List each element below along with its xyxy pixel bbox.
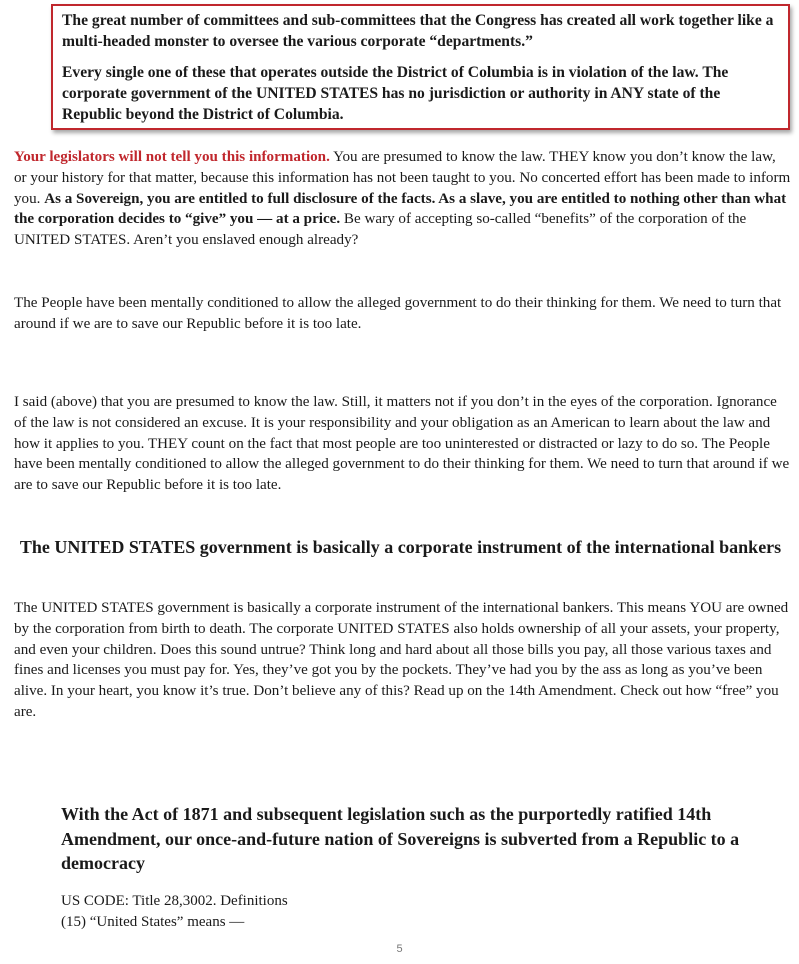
intro-text-1: You are presumed to know the law. THEY know you don’t know the law, or your history for that matter, because this information has not been taught to you. No concerted effort has been made to inform you. xyxy=(14,149,791,207)
intro-text-2: Be wary of accepting so-called “benefits” of the corporation of the UNITED STATES. Aren’t you enslaved enough already? xyxy=(14,211,747,249)
bankers-paragraph: The UNITED STATES government is basically a corporate instrument of the international bankers. This means YOU are owned by the corporation from birth to death. The corporate UNITED STATES also holds ownership of all your assets, your property, and even your children. Does this sound untrue? Think long and hard about all those bills you pay, all those various taxes and fines and licenses you must pay for. Yes, they’ve got you by the pockets. They’ve had you by the ass as long as you’ve been alive. In your heart, you know it’s true. Don’t believe any of this? Read up on the 14th Amendment. Check out how “free” you are. xyxy=(14,600,789,720)
conditioned-paragraph: The People have been mentally conditioned to allow the alleged government to do their thinking for them. We need to turn that around if we are to save our Republic before it is too late. xyxy=(14,295,782,332)
bankers-heading: The UNITED STATES government is basically a corporate instrument of the international bankers xyxy=(19,537,782,557)
intro-paragraph xyxy=(14,147,792,251)
callout-box xyxy=(51,4,790,130)
us-code-definition: (15) “United States” means — xyxy=(61,914,245,930)
callout-paragraph-jurisdiction: Every single one of these that operates outside the District of Columbia is in violation of the law. The corporate government of the UNITED STATES has no jurisdiction or authority in ANY state of the Republic beyond the District of Columbia. xyxy=(62,64,729,123)
us-code-title: US CODE: Title 28,3002. Definitions xyxy=(61,893,288,909)
intro-bold-statement: As a Sovereign, you are entitled to full disclosure of the facts. As a slave, you are entitled to nothing other than what the corporation decides to “give” you — at a price. xyxy=(14,190,787,228)
intro-lead: Your legislators will not tell you this information. xyxy=(14,149,330,165)
presumed-paragraph: I said (above) that you are presumed to know the law. Still, it matters not if you don’t in the eyes of the corporation. Ignorance of the law is not considered an excuse. It is your responsibility and your obligation as an American to learn about the law and how it applies to you. THEY count on the fact that most people are too uninterested or distracted or lazy to do so. The People have been mentally conditioned to allow the alleged government to do their thinking for them. We need to turn that around if we are to save our Republic before it is too late. xyxy=(14,394,790,494)
callout-paragraph-committees: The great number of committees and sub-committees that the Congress has created all work together like a multi-headed monster to oversee the various corporate “departments.” xyxy=(62,12,774,50)
act-1871-heading: With the Act of 1871 and subsequent legislation such as the purportedly ratified 14th Amendment, our once-and-future nation of Sovereigns is subverted from a Republic to a democracy xyxy=(61,804,740,873)
page-number: 5 xyxy=(396,943,403,955)
